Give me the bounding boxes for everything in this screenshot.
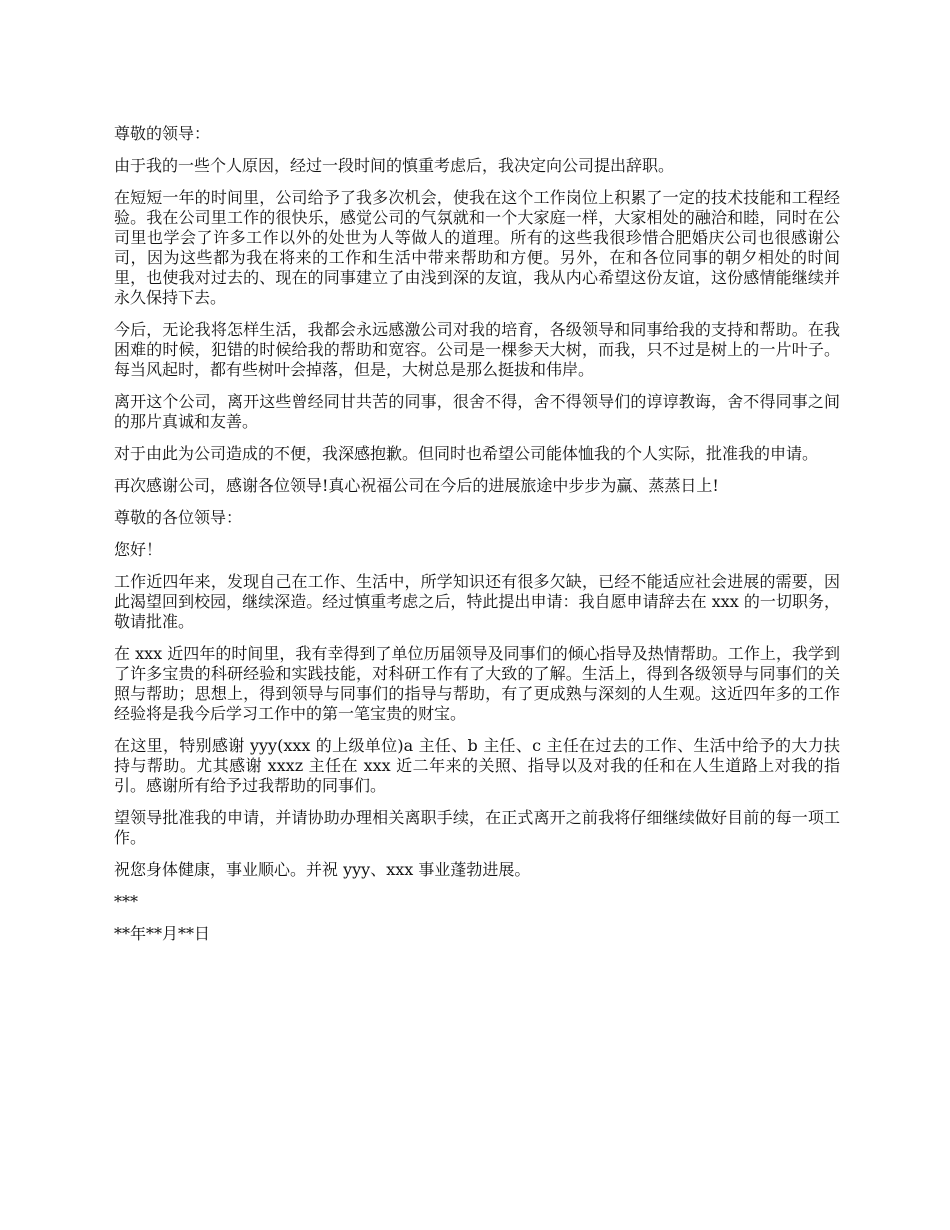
paragraph: 在 xxx 近四年的时间里，我有幸得到了单位历届领导及同事们的倾心指导及热情帮助。工作上，我学到了许多宝贵的科研经验和实践技能，对科研工作有了大致的了解。生活上，得到各级领导与同事们的关照与帮助；思想上，得到领导与同事们的指导与帮助，有了更成熟与深刻的人生观。这近四年多的工作经验将是我今后学习工作中的第一笔宝贵的财宝。: [114, 644, 840, 723]
paragraph: 在短短一年的时间里，公司给予了我多次机会，使我在这个工作岗位上积累了一定的技术技能和工程经验。我在公司里工作的很快乐，感觉公司的气氛就和一个大家庭一样，大家相处的融洽和睦，同时在公司里也学会了许多工作以外的处世为人等做人的道理。所有的这些我很珍惜合肥婚庆公司也很感谢公司，因为这些都为我在将来的工作和生活中带来帮助和方便。另外，在和各位同事的朝夕相处的时间里，也使我对过去的、现在的同事建立了由浅到深的友谊，我从内心希望这份友谊，这份感情能继续并永久保持下去。: [114, 188, 840, 307]
letter-body: [114, 124, 840, 956]
signature: ***: [114, 892, 138, 911]
paragraph: 工作近四年来，发现自己在工作、生活中，所学知识还有很多欠缺，已经不能适应社会进展的需要，因此渴望回到校园，继续深造。经过慎重考虑之后，特此提出申请：我自愿申请辞去在 xxx 的一切职务，敬请批准。: [114, 572, 840, 631]
closing-wish: 祝您身体健康，事业顺心。并祝 yyy、xxx 事业蓬勃进展。: [114, 860, 531, 879]
salutation: 尊敬的领导：: [114, 124, 211, 143]
paragraph: 在这里，特别感谢 yyy(xxx 的上级单位)a 主任、b 主任、c 主任在过去的工作、生活中给予的大力扶持与帮助。尤其感谢 xxxz 主任在 xxx 近二年来的关照、指导以及对我的任和在人生道路上对我的指引。感谢所有给予过我帮助的同事们。: [114, 736, 840, 795]
paragraph: 今后，无论我将怎样生活，我都会永远感激公司对我的培育，各级领导和同事给我的支持和帮助。在我困难的时候，犯错的时候给我的帮助和宽容。公司是一棵参天大树，而我，只不过是树上的一片叶子。每当风起时，都有些树叶会掉落，但是，大树总是那么挺拔和伟岸。: [114, 320, 840, 379]
paragraph: 对于由此为公司造成的不便，我深感抱歉。但同时也希望公司能体恤我的个人实际，批准我的申请。: [114, 444, 819, 463]
date-line: **年**月**日: [114, 924, 211, 943]
paragraph: 望领导批准我的申请，并请协助办理相关离职手续，在正式离开之前我将仔细继续做好目前的每一项工作。: [114, 808, 840, 847]
paragraph: 离开这个公司，离开这些曾经同甘共苦的同事，很舍不得，舍不得领导们的谆谆教诲，舍不得同事之间的那片真诚和友善。: [114, 392, 840, 431]
paragraph: 再次感谢公司，感谢各位领导!真心祝福公司在今后的进展旅途中步步为赢、蒸蒸日上!: [114, 476, 719, 495]
paragraph: 由于我的一些个人原因，经过一段时间的慎重考虑后，我决定向公司提出辞职。: [114, 156, 675, 175]
greeting: 您好！: [114, 540, 163, 559]
second-salutation: 尊敬的各位领导：: [114, 508, 243, 527]
